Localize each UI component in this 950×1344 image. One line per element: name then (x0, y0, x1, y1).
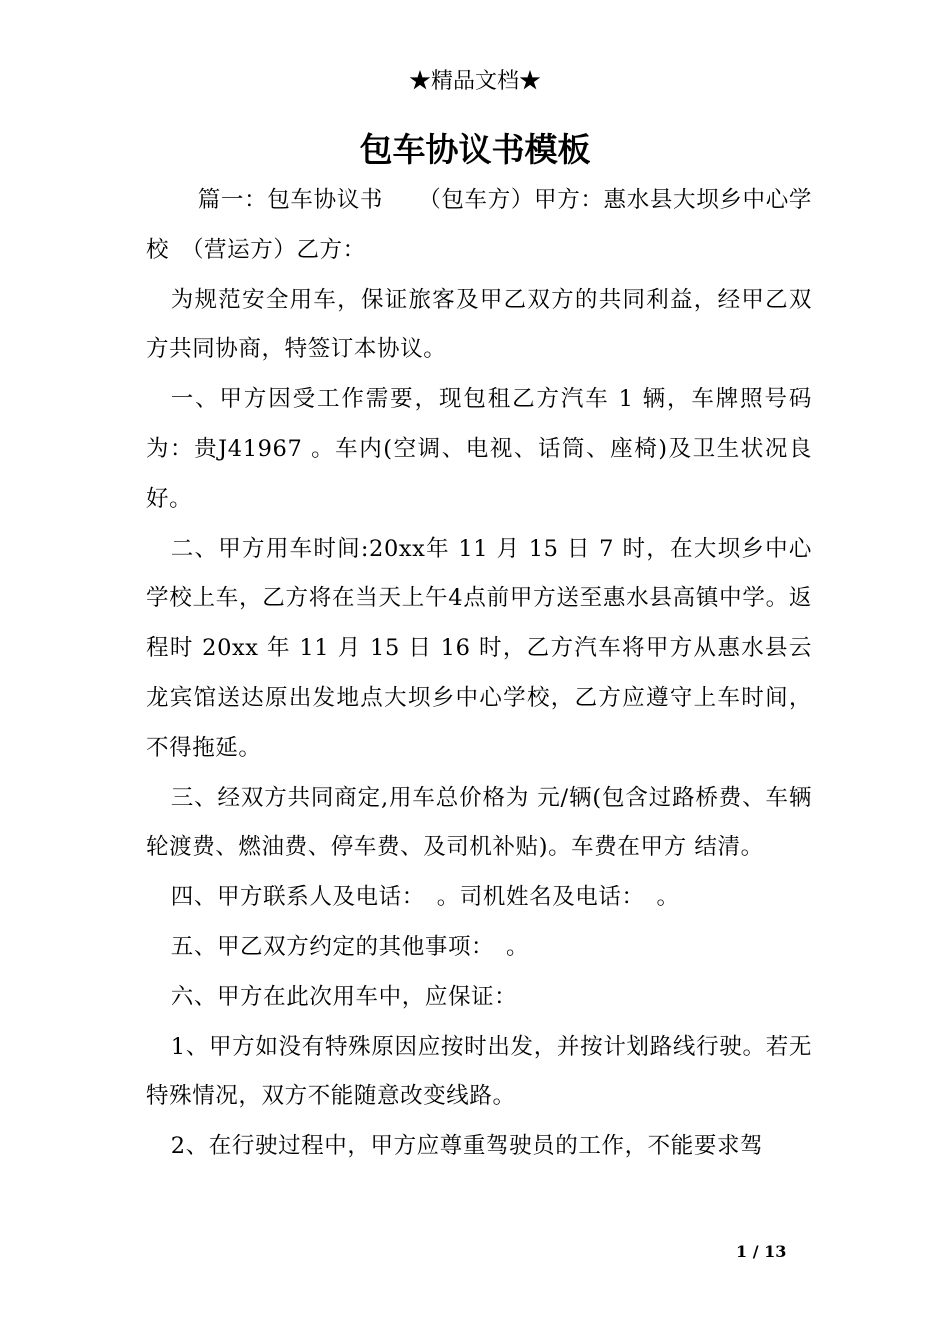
page-indicator: 1 / 13 (736, 1242, 787, 1261)
paragraph-clause-6: 六、甲方在此次用车中，应保证： (170, 983, 518, 1010)
paragraph-preamble: 篇一：包车协议书 （包车方）甲方：惠水县大坝乡中心学校 （营运方）乙方： (146, 187, 812, 263)
paragraph-clause-5: 五、甲乙双方约定的其他事项： 。 (170, 933, 530, 960)
paragraph-clause-3: 三、经双方共同商定,用车总价格为 元/辆(包含过路桥费、车辆轮渡费、燃油费、停车费、及司机补贴)。车费在甲方 结清。 (146, 784, 812, 861)
document-title: 包车协议书模板 (359, 130, 591, 169)
paragraph-clause-4: 四、甲方联系人及电话： 。司机姓名及电话： 。 (170, 884, 680, 911)
paragraph-item-2: 2、在行驶过程中，甲方应尊重驾驶员的工作，不能要求驾 (170, 1133, 764, 1160)
document-header: ★精品文档★ (408, 69, 541, 94)
paragraph-item-1: 1、甲方如没有特殊原因应按时出发，并按计划路线行驶。若无特殊情况，双方不能随意改变线路。 (146, 1033, 812, 1110)
paragraph-clause-2: 二、甲方用车时间:20xx年 11 月 15 日 7 时，在大坝乡中心学校上车，乙方将在当天上午4点前甲方送至惠水县高镇中学。返程时 20xx 年 11 月 15 日 16 时，乙方汽车将甲方从惠水县云龙宾馆送达原出发地点大坝乡中心学校，乙方应遵守上车时间，不得拖延。 (146, 535, 812, 761)
paragraph-clause-1: 一、甲方因受工作需要，现包租乙方汽车 1 辆，车牌照号码为：贵J41967 。车内(空调、电视、话筒、座椅)及卫生状况良好。 (146, 386, 812, 512)
document-body (146, 176, 812, 1172)
paragraph-purpose: 为规范安全用车，保证旅客及甲乙双方的共同利益，经甲乙双方共同协商，特签订本协议。 (146, 286, 812, 363)
